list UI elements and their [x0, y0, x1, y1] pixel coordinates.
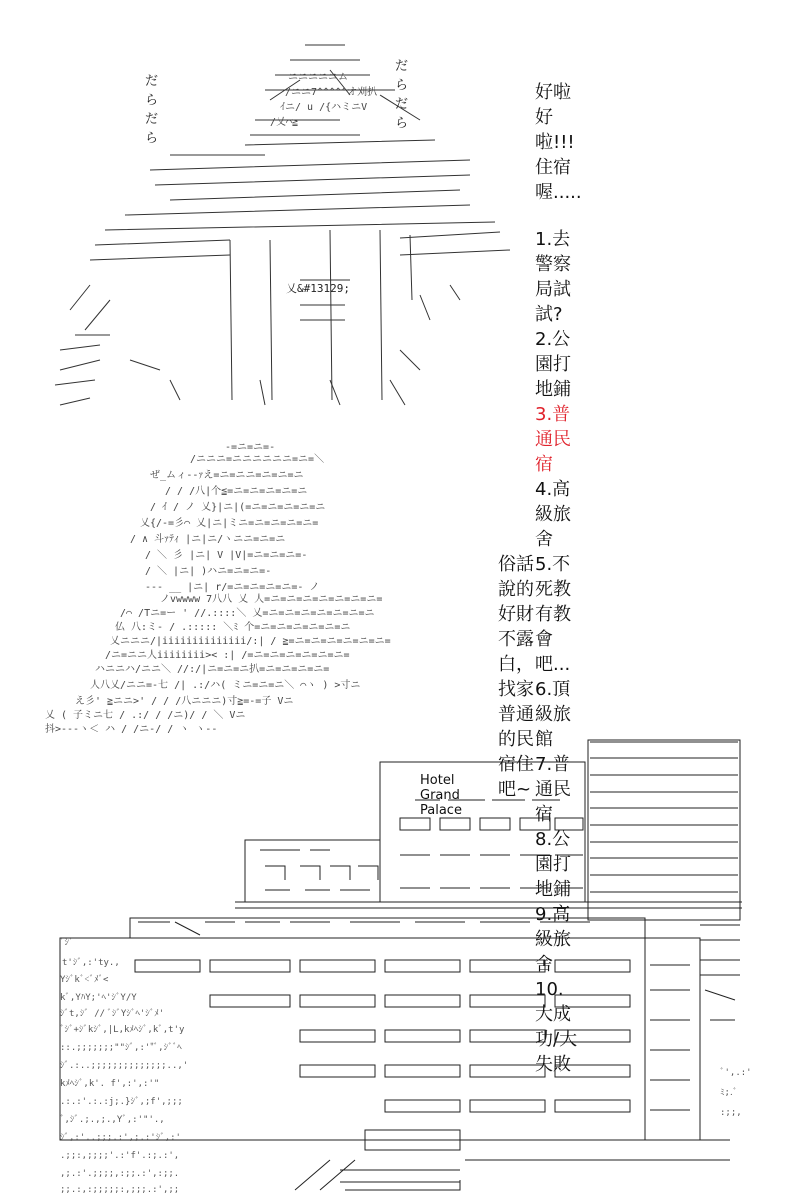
svg-text:-=ニ=ニ=-: -=ニ=ニ=-: [225, 442, 276, 453]
svg-text:ﾐ;.ﾞ: ﾐ;.ﾞ: [720, 1088, 738, 1098]
svg-text:/ ∧ 斗ｧﾃｨ |ニ|ニ/ヽニニ=ニ=ニ: / ∧ 斗ｧﾃｨ |ニ|ニ/ヽニニ=ニ=ニ: [130, 534, 286, 545]
svg-text:ｼﾞt,ｼﾞ // ﾞｼﾞYｼﾞﾍ'ｼﾞﾒ': ｼﾞt,ｼﾞ // ﾞｼﾞYｼﾞﾍ'ｼﾞﾒ': [60, 1009, 165, 1019]
svg-text:.;;:,;;;;'.:'f'.:;.:',: .;;:,;;;;'.:'f'.:;.:',: [60, 1151, 180, 1161]
svg-text:kﾞ,YﾊY;'ﾍ'ｼﾞY/Y: kﾞ,YﾊY;'ﾍ'ｼﾞY/Y: [60, 993, 137, 1003]
svg-text:ﾞ,ｼﾞ.;.,;.,Yﾞ,:'"'.,: ﾞ,ｼﾞ.;.,;.,Yﾞ,:'"'.,: [60, 1115, 165, 1125]
caption-line-1: 俗話說的好財不露白，: [498, 554, 534, 675]
svg-text:ｼﾞ.:..;;;;;;;;;;;;;;..,': ｼﾞ.:..;;;;;;;;;;;;;;..,': [60, 1061, 189, 1071]
svg-text:ｲニ/ u /{ハミニV: ｲニ/ u /{ハミニV: [280, 102, 368, 113]
hotel-sign: Hotel Grand Palace: [420, 773, 462, 818]
svg-text:ｼﾞ,:'..;;;.:',;.:'ｼﾞ,:': ｼﾞ,:'..;;;.:',;.:'ｼﾞ,:': [60, 1133, 181, 1143]
svg-text:kﾒﾍｼﾞ,k'. f',:',:'": kﾒﾍｼﾞ,k'. f',:',:'": [60, 1079, 160, 1089]
svg-text::;;,: :;;,: [720, 1108, 742, 1118]
svg-text:/ニ=ニニ人iiiiiiii>< :| /=ニ=ニ=ニ=ニ: /ニ=ニニ人iiiiiiii>< :| /=ニ=ニ=ニ=ニ=ニ=ニ=: [105, 650, 350, 661]
choice-item-4: 4.高級旅舍: [535, 479, 571, 550]
svg-text:乂{/-=彡⌒ 乂|ニ|ミニ=ニ=ニ=ニ=ニ=: 乂{/-=彡⌒ 乂|ニ|ミニ=ニ=ニ=ニ=ニ=: [140, 518, 319, 529]
svg-text:;;.:,:;;;;;:,;;;.:',;;: ;;.:,:;;;;;:,;;;.:',;;: [60, 1185, 180, 1195]
svg-text:仏 八:ミ- / .::::: ＼ﾐ 个=ニ=ニ=ニ: 仏 八:ミ- / .::::: ＼ﾐ 个=ニ=ニ=ニ=ニ=ニ=ニ: [115, 622, 351, 633]
svg-text:/ ＼ |ニ| )ハニ=ニ=ニ=-: / ＼ |ニ| )ハニ=ニ=ニ=-: [145, 566, 272, 577]
svg-text:抖>---ヽ＜ ハ / /ニ-/ /: 抖>---ヽ＜ ハ / /ニ-/ / ヽ ヽ--: [45, 724, 218, 735]
svg-text:/⌒ /Tニ=ー ' //.::::＼ 乂=ニ=ニ=ニ=: /⌒ /Tニ=ー ' //.::::＼ 乂=ニ=ニ=ニ=ニ=ニ=ニ=ニ: [120, 608, 375, 619]
choice-item-1: 1.去警察局試試?: [535, 229, 571, 325]
svg-text:乂 ( 子ミニ七 / .:/ / /ニ)/ /: 乂 ( 子ミニ七 / .:/ / /ニ)/ / ＼ Vニ: [45, 710, 246, 721]
choice-item-7: 7.普通民宿: [535, 754, 571, 825]
choice-item-6: 6.頂級旅館: [535, 679, 571, 750]
svg-text:t'ｼﾞ,:'ty.,: t'ｼﾞ,:'ty.,: [62, 958, 120, 968]
svg-text:ハニニハ/ニニ＼ //:/|ニ=ニ=ニ扒=ニ=ニ=ニ=ニ=: ハニニハ/ニニ＼ //:/|ニ=ニ=ニ扒=ニ=ニ=ニ=ニ=: [95, 664, 330, 675]
choice-item-10: 10.大成功/大失敗: [535, 979, 578, 1075]
svg-text:ﾞ',.:': ﾞ',.:': [720, 1068, 752, 1078]
svg-text:/ ＼ 彡 |ニ| V |V|=ニ=ニ=ニ=-: / ＼ 彡 |ニ| V |V|=ニ=ニ=ニ=-: [145, 550, 308, 561]
svg-text:ぜ_ムィ--ｧえ=ニ=ニニ=ニ=ニ=ニ: ぜ_ムィ--ｧえ=ニ=ニニ=ニ=ニ=ニ: [150, 470, 304, 481]
choice-item-9: 9.高級旅舍: [535, 904, 571, 975]
svg-text:,;.:'.;;;;,:;;.:',:;;.: ,;.:'.;;;;,:;;.:',:;;.: [60, 1169, 180, 1179]
svg-text:ﾞｼﾞ+ｼﾞkｼﾞ,|L,kﾒﾍｼﾞ,kﾞ,t'y: ﾞｼﾞ+ｼﾞkｼﾞ,|L,kﾒﾍｼﾞ,kﾞ,t'y: [60, 1025, 185, 1035]
svg-text:乂ニニニ/|iiiiiiiiiiiiii/:| / ≧=ニ=: 乂ニニニ/|iiiiiiiiiiiiii/:| / ≧=ニ=ニ=ニ=ニ=ニ=ニ=: [110, 636, 391, 647]
svg-text:Yｼﾞkﾞ<ﾞﾒﾞ<: Yｼﾞkﾞ<ﾞﾒﾞ<: [60, 975, 109, 985]
svg-text:/ ｲ / ノ 乂}|ニ|(=ニ=ニ=ニ=ニ=ニ: / ｲ / ノ 乂}|ニ|(=ニ=ニ=ニ=ニ=ニ: [150, 502, 326, 513]
svg-text:/ / /八|个≦=ニ=ニ=ニ=ニ=ニ: / / /八|个≦=ニ=ニ=ニ=ニ=ニ: [165, 486, 308, 497]
choice-item-3-highlighted: 3.普通民宿: [535, 404, 571, 475]
choice-item-8: 8.公園打地鋪: [535, 829, 571, 900]
svg-text:/ニニニ=ニニニニニニ=ニ=＼: /ニニニ=ニニニニニニ=ニ=＼: [190, 454, 325, 465]
choice-item-2: 2.公園打地鋪: [535, 329, 571, 400]
svg-text:ﾞｼﾞ: ﾞｼﾞ: [60, 938, 74, 948]
choice-heading: 好啦好啦!!!住宿喔.....: [535, 82, 582, 203]
art-entity-text: 乂&#13129;: [286, 282, 350, 295]
svg-text:人八乂/ニニ=-七 /| .:/ハ( ミニ=ニ=ニ＼ ⌒: 人八乂/ニニ=-七 /| .:/ハ( ミニ=ニ=ニ＼ ⌒ヽ ) >寸ニ: [90, 680, 361, 691]
svg-text:ニニニニニム: ニニニニニム: [288, 72, 348, 83]
svg-text:/ニニ7^^^^^オ刈扒: /ニニ7^^^^^オ刈扒: [285, 87, 378, 98]
sfx-dara-right: だら だら: [395, 59, 409, 131]
caption-line-2: 找家普通的民宿住吧~: [498, 679, 534, 800]
svg-text:--- __ |ニ| r/=ニ=ニ=ニ=ニ=-: --- __ |ニ| r/=ニ=ニ=ニ=ニ=- ノ: [145, 582, 320, 593]
svg-text:え彡' ≧ニニ>' / / /八ニニニ)寸≧=-=子: え彡' ≧ニニ>' / / /八ニニニ)寸≧=-=子 Vニ: [75, 696, 294, 707]
svg-text:ノvwwww 7八八 乂 人=ニ=ニ=ニ=ニ=ニ=ニ=ニ: ノvwwww 7八八 乂 人=ニ=ニ=ニ=ニ=ニ=ニ=ニ=: [160, 594, 383, 605]
svg-text:/乂⌒≧ /乂{Yニ=ニ]:: Tニ7u|扒: /乂⌒≧: [270, 117, 299, 128]
svg-text:.:.:'.:.:j;.}ｼﾞ,;f',;;;: .:.:'.:.:j;.}ｼﾞ,;f',;;;: [60, 1097, 183, 1107]
sfx-dara-left: だら だら: [145, 74, 159, 146]
svg-text:::.;;;;;;;""ｼﾞ,:'"ﾞ,ｼﾞﾞﾍ: ::.;;;;;;;""ｼﾞ,:'"ﾞ,ｼﾞﾞﾍ: [60, 1043, 182, 1053]
choice-item-5: 5.不死教有教會吧...: [535, 554, 571, 675]
